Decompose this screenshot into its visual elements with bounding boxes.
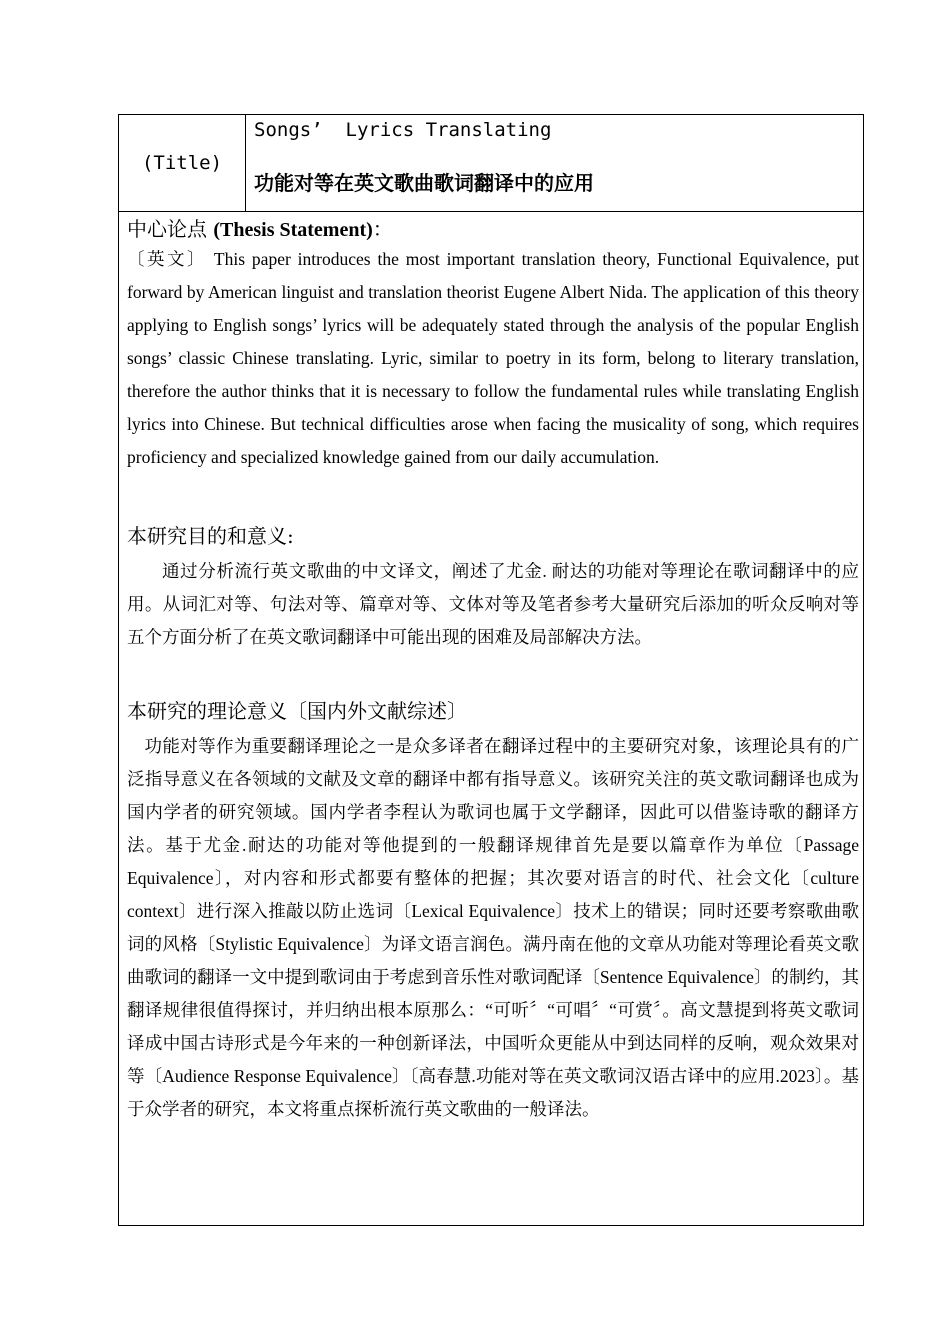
- literature-heading: 本研究的理论意义〔国内外文献综述〕: [127, 699, 467, 723]
- thesis-heading-en: (Thesis Statement): [213, 219, 373, 241]
- title-label: (Title): [119, 115, 246, 211]
- thesis-abstract: 〔英文〕 This paper introduces the most important translation theory, Functional Equivalence, put forward by American linguist and translation theorist Eugene Albert Nida. The application of this theory applying to English songs’ lyrics will be adequately stated through the analysis of the popular English songs’ classic Chinese translating. Lyric, similar to poetry in its form, belong to literary translation, therefore the author thinks that it is necessary to follow the fundamental rules while translating English lyrics into Chinese. But technical difficulties arose when facing the musicality of song, which requires proficiency and specialized knowledge gained from our daily accumulation.: [127, 249, 859, 467]
- title-value-cell: [246, 115, 858, 211]
- literature-paragraph: 功能对等作为重要翻译理论之一是众多译者在翻译过程中的主要研究对象，该理论具有的广泛指导意义在各领域的文献及文章的翻译中都有指导意义。该研究关注的英文歌词翻译也成为国内学者的研究领域。国内学者李程认为歌词也属于文学翻译，因此可以借鉴诗歌的翻译方法。基于尤金.耐达的功能对等他提到的一般翻译规律首先是要以篇章作为单位〔Passage Equivalence〕，对内容和形式都要有整体的把握；其次要对语言的时代、社会文化〔culture context〕进行深入推敲以防止选词〔Lexical Equivalence〕技术上的错误；同时还要考察歌曲歌词的风格〔Stylistic Equivalence〕为译文语言润色。满丹南在他的文章从功能对等理论看英文歌曲歌词的翻译一文中提到歌词由于考虑到音乐性对歌词配译〔Sentence Equivalence〕的制约，其翻译规律很值得探讨，并归纳出根本原那么：“可听〞“可唱〞“可赏〞。高文慧提到将英文歌词译成中国古诗形式是今年来的一种创新译法，中国听众更能从中到达同样的反响，观众效果对等〔Audience Response Equivalence〕〔高春慧.功能对等在英文歌词汉语古译中的应用.2023〕。基于众学者的研究，本文将重点探析流行英文歌曲的一般译法。: [127, 736, 859, 1119]
- thesis-heading-cn: 中心论点: [127, 217, 207, 241]
- purpose-paragraph: 通过分析流行英文歌曲的中文译文，阐述了尤金. 耐达的功能对等理论在歌词翻译中的应用。从词汇对等、句法对等、篇章对等、文体对等及笔者参考大量研究后添加的听众反响对等五个方面分析了在英文歌词翻译中可能出现的困难及局部解决方法。: [127, 561, 859, 647]
- proposal-table: [118, 114, 864, 1226]
- content-cell: [127, 211, 859, 1126]
- title-chinese: 功能对等在英文歌曲歌词翻译中的应用: [254, 171, 594, 195]
- title-english: Songs’ Lyrics Translating: [254, 119, 552, 141]
- thesis-heading-colon: ：: [372, 217, 393, 241]
- thesis-heading: [127, 213, 859, 242]
- title-row: [119, 115, 863, 212]
- purpose-heading: 本研究目的和意义:: [127, 524, 294, 548]
